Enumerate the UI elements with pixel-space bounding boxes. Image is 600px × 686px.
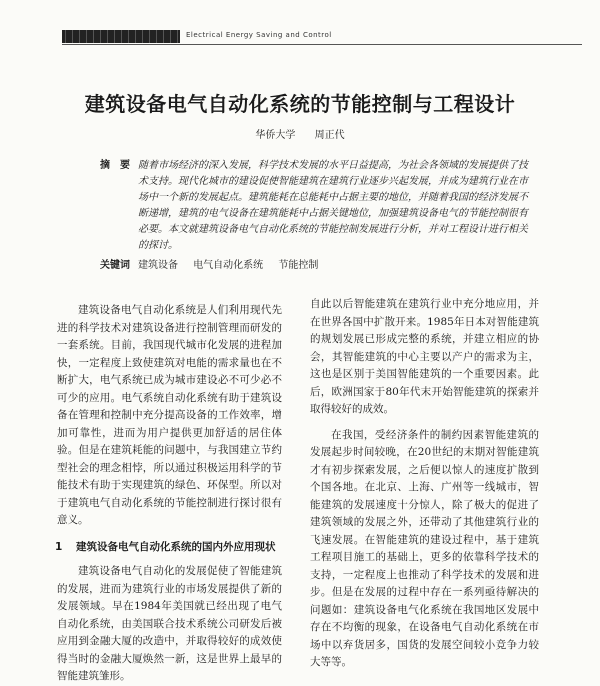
journal-header (40, 30, 580, 46)
affiliation: 华侨大学 (255, 130, 296, 141)
paper-title: 建筑设备电气自动化系统的节能控制与工程设计 (84, 92, 516, 116)
body-paragraph: 自此以后智能建筑在建筑行业中充分地应用，并在世界各国中扩散开来。1985年日本对智能建筑的规划发展已形成完整的系统，并建立相应的协会，其智能建筑的中心主要以产户的需求为主，这也是区别于美国智能建筑的一个重要因素。此后，欧洲国家于80年代末开始智能建筑的探索并取得较好的成效。 (310, 298, 539, 415)
author-line (0, 126, 600, 141)
keywords-list (138, 258, 528, 274)
section-heading (55, 539, 282, 557)
left-column (57, 302, 282, 686)
author-name: 周正代 (314, 130, 345, 141)
intro-paragraph: 建筑设备电气自动化系统是人们利用现代先进的科学技术对建筑设备进行控制管理而研发的一套系统。目前，我国现代城市化发展的进程加快，一定程度上致使建筑对电能的需求量也在不断扩大，电气系统已成为城市建设必不可少必不可少的应用。电气系统自动化系统有助于建筑设备在管理和控制中充分提高设备的工作效率，增加可靠性，进而为用户提供更加舒适的居住体验。但是在建筑耗能的问题中，与我国建立节约型社会的理念相悖，所以通过积极运用科学的节能技术有助于实现建筑的绿色、环保型。所以对于建筑电气自动化系统的节能控制进行探讨很有意义。 (57, 304, 282, 526)
header-rule (62, 44, 582, 45)
keyword: 电气自动化系统 (193, 260, 264, 271)
abstract-text: 随着市场经济的深入发展，科学技术发展的水平日益提高，为社会各领域的发展提供了技术支持。现代化城市的建设促使智能建筑在建筑行业逐步兴起发展，并成为建筑行业在市场中一个新的发展起点。建筑能耗在总能耗中占据主要的地位，并随着我国的经济发展不断递增，建筑的电气设备在建筑能耗中占据关键地位，加强建筑设备电气的节能控制很有必要。本文就建筑设备电气自动化系统的节能控制发展进行分析，并对工程设计进行相关的探讨。 (138, 160, 528, 251)
keyword: 建筑设备 (138, 260, 178, 271)
keyword: 节能控制 (278, 260, 319, 271)
journal-logo (62, 30, 180, 43)
abstract (100, 158, 530, 266)
body-paragraph: 在我国，受经济条件的制约因素智能建筑的发展起步时间较晚，在20世纪的末期对智能建筑才有初步探索发展，之后便以惊人的速度扩散到个国各地。在北京、上海、广州等一线城市，智能建筑的发展速度十分惊人，除了极大的促进了建筑领域的发展之外，还带动了其他建筑行业的飞速发展。在智能建筑的建设过程中，基于建筑工程项目施工的基础上，更多的依靠科学技术的支持，一定程度上也推动了科学技术的发展和进步。但是在发展的过程中存在一系列亟待解决的问题如：建筑设备电气化系统在我国地区发展中存在不均衡的现象，在设备电气自动化系统在市场中以弃货居多，国货的发展空间较小竞争力较大等等。 (310, 428, 539, 668)
keywords (100, 258, 530, 274)
keywords-label: 关键词 (100, 260, 130, 271)
section-paragraph: 建筑设备电气自动化的发展促使了智能建筑的发展，进而为建筑行业的市场发展提供了新的发展领域。早在1984年美国就已经出现了电气自动化系统，由美国联合技术系统公司研发后被应用到金融大厦的改造中，并取得较好的成效使得当时的金融大厦焕然一新，这是世界上最早的智能建筑雏形。 (57, 565, 282, 682)
right-column (310, 296, 539, 672)
section-title: 建筑设备电气自动化系统的国内外应用现状 (75, 540, 276, 553)
journal-subtitle: Electrical Energy Saving and Control (186, 31, 332, 39)
abstract-label: 摘 要 (100, 160, 130, 171)
section-number: 1 (55, 540, 63, 553)
